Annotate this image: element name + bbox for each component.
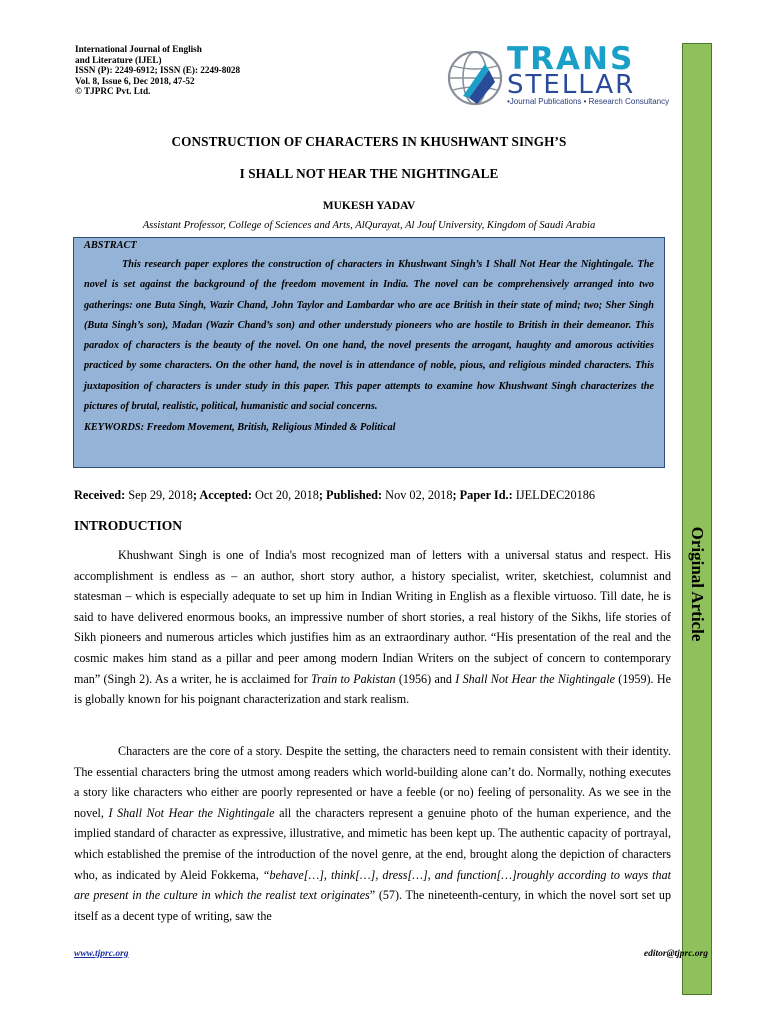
logo-tagline: •Journal Publications • Research Consultancy (507, 97, 670, 106)
published-label: ; Published: (318, 488, 383, 502)
p1-text-a: Khushwant Singh is one of India's most recognized man of letters with a universal status and respect. His accomplishment is endless as – an author, short story author, a history specialist, writer, sketchiest, columnist and statesman – which is especially adequate to set up him in Indian Writing in English as a flexible virtuoso. Till date, he is said to have delivered enormous books, an impressive number of short stories, a real history of the Sikhs, life stories of Sikh pioneers and numerous articles which justifies him as an extraordinary author. “His presentation of the real and the cosmic makes him stand as a pillar and peer among modern Indian Writers on the subject of concern to contemporary man” (Singh 2). As a writer, he is acclaimed for (74, 548, 671, 686)
journal-issn: ISSN (P): 2249-6912; ISSN (E): 2249-8028 (75, 65, 241, 76)
journal-name-line1: International Journal of English (75, 44, 202, 54)
footer-website-link[interactable]: www.tjprc.org (74, 949, 129, 959)
transtellar-logo (445, 41, 675, 112)
footer-email: editor@tjprc.org (643, 949, 708, 959)
p2-quote: “behave[…], think[…], dress[…], and function[…]roughly according to ways that are present in the culture in which the realist text originates (74, 867, 671, 903)
abstract-body: This research paper explores the construction of characters in Khushwant Singh’s I Shall Not Hear the Nightingale. The novel is set against the background of the freedom movement in India. The novel can be comprehensively arranged into two gatherings: one Buta Singh, Wazir Chand, John Taylor and Lambardar who are ace British in their state of mind; two; Sher Singh (Buta Singh’s son), Madan (Wazir Chand’s son) and other understudy pioneers who are hostile to British in their demeanor. This paradox of characters is the beauty of the novel. On one hand, the novel presents the arrogant, haughty and amorous activities practiced by some characters. On the other hand, the novel is in attendance of noble, pious, and religious minded characters. This juxtaposition of characters is under study in this paper. This paper attempts to examine how Khushwant Singh characterizes the pictures of brutal, realistic, political, humanistic and social concerns. (84, 259, 654, 413)
side-article-bar (682, 43, 712, 995)
publication-dates (74, 488, 670, 503)
introduction-heading: INTRODUCTION (74, 518, 183, 533)
author-affiliation: Assistant Professor, College of Sciences and Arts, AlQurayat, Al Jouf University, Kingdom of Saudi Arabia (142, 220, 596, 231)
accepted-label: ; Accepted: (192, 488, 252, 502)
journal-name-line2: and Literature (IJEL) (75, 54, 162, 65)
p1-book-title-1: Train to Pakistan (310, 671, 396, 686)
keywords: KEYWORDS: Freedom Movement, British, Religious Minded & Political (84, 422, 396, 434)
paper-title-line2: I SHALL NOT HEAR THE NIGHTINGALE (239, 166, 499, 181)
p2-book-title: I Shall Not Hear the Nightingale (108, 805, 275, 820)
published-date: Nov 02, 2018 (382, 488, 453, 502)
logo-word-trans: TRANS (507, 41, 635, 77)
p2-text-e: ” (57). The nineteenth-century, in which the novel sort set up itself as a decent type of writing, saw the (74, 888, 671, 923)
author-name: MUKESH YADAV (322, 200, 416, 212)
p1-text-e: (1959). He is globally known for his poignant characterization and stark realism. (74, 671, 672, 707)
received-date: Sep 29, 2018 (125, 488, 193, 502)
p2-text-c: all the characters represent a genuine photo of the human experience, and the implied standard of character as expressive, illustrative, and mimetic has been kept up. The authentic capacity of portrayal, which established the premise of the introduction of the novel genre, at the end, brought along the depiction of characters who, as indicated by Aleid Fokkema, (74, 805, 671, 882)
logo-word-stellar: STELLAR (507, 70, 636, 100)
journal-info (75, 44, 240, 97)
abstract-heading: ABSTRACT (84, 240, 137, 251)
journal-volume: Vol. 8, Issue 6, Dec 2018, 47-52 (75, 75, 195, 86)
journal-copyright: © TJPRC Pvt. Ltd. (75, 86, 151, 97)
p1-book-title-2: I Shall Not Hear the Nightingale (455, 671, 615, 686)
p1-text-c: (1956) and (395, 671, 456, 686)
accepted-date: Oct 20, 2018 (251, 488, 319, 502)
globe-icon (445, 48, 505, 108)
abstract-box (73, 237, 665, 468)
paper-title-line1: CONSTRUCTION OF CHARACTERS IN KHUSHWANT SINGH’S (171, 134, 567, 149)
intro-paragraph-1 (74, 545, 671, 710)
received-label: Received: (74, 488, 126, 502)
original-article-label: Original Article (688, 526, 707, 642)
paper-id-label: ; Paper Id.: (452, 488, 513, 502)
p2-text-a: Characters are the core of a story. Despite the setting, the characters need to remain consistent with their identity. The essential characters bring the utmost among readers which world-building alone can’t do. Normally, nothing executes a story like characters who either are poorly represented or have a feeble (or no) feeling of personality. As we see in the novel, (74, 744, 671, 820)
intro-paragraph-2 (74, 741, 671, 926)
paper-id: IJELDEC20186 (512, 488, 596, 502)
